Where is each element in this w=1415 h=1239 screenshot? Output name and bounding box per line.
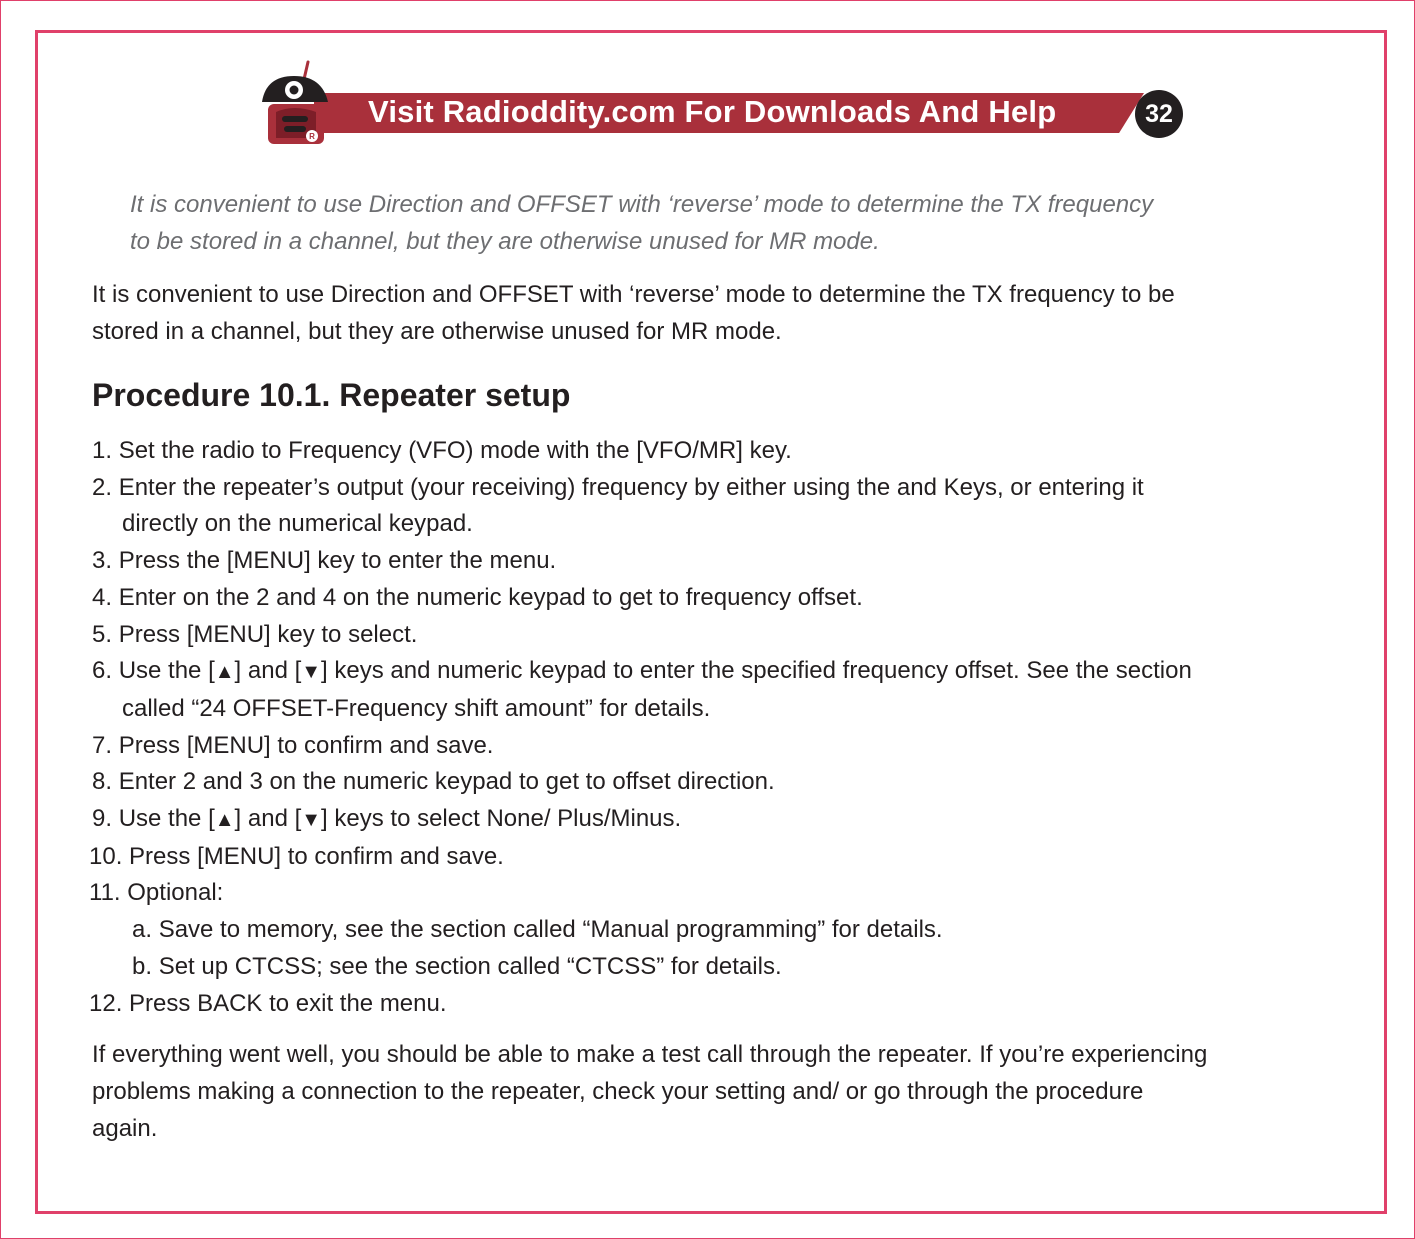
step-text: Set up CTCSS; see the section called “CTCSS” for details. xyxy=(158,952,782,980)
step-text: Press [MENU] to confirm and save. xyxy=(129,842,504,870)
substep-letter: b. xyxy=(132,952,153,980)
step-number: 9. xyxy=(92,805,113,833)
up-arrow-icon: ▲ xyxy=(214,661,235,684)
step-number: 10. xyxy=(89,842,123,870)
banner-text: Visit Radioddity.com For Downloads And Help xyxy=(368,94,1057,129)
list-item xyxy=(92,543,1352,580)
sub-list-item xyxy=(92,949,1352,986)
step-text: Enter 2 and 3 on the numeric keypad to get to offset direction. xyxy=(118,768,775,796)
list-item xyxy=(92,801,1352,839)
step-number: 4. xyxy=(92,583,113,611)
step-continuation: called “24 OFFSET-Frequency shift amount” for details. xyxy=(122,694,711,722)
step-text: Enter the repeater’s output (your receiving) frequency by either using the and Keys, or entering it xyxy=(118,473,1144,501)
step-text-post: ] keys to select None/ Plus/Minus. xyxy=(321,805,682,833)
step-continuation: directly on the numerical keypad. xyxy=(122,510,473,538)
italic-note xyxy=(130,186,1310,260)
step-number: 12. xyxy=(89,989,123,1017)
step-text: Set the radio to Frequency (VFO) mode with the [VFO/MR] key. xyxy=(118,437,792,464)
step-text: Press the [MENU] key to enter the menu. xyxy=(118,547,557,575)
step-text-pre: Use the [ xyxy=(118,657,215,685)
closing-line: If everything went well, you should be able to make a test call through the repeater. If you’re experiencing xyxy=(92,1041,1208,1068)
step-number: 1. xyxy=(92,437,113,464)
step-text: Press [MENU] to confirm and save. xyxy=(118,731,494,759)
list-item xyxy=(92,764,1352,801)
intro-line: It is convenient to use Direction and OFFSET with ‘reverse’ mode to determine the TX frequency to be xyxy=(92,281,1175,308)
page-header xyxy=(258,58,1188,150)
step-text: Enter on the 2 and 4 on the numeric keypad to get to frequency offset. xyxy=(118,583,863,611)
sub-list-item xyxy=(92,912,1352,949)
step-number: 2. xyxy=(92,473,113,501)
list-item xyxy=(92,728,1352,765)
radio-mascot-icon xyxy=(258,58,333,150)
note-line: It is convenient to use Direction and OFFSET with ‘reverse’ mode to determine the TX frequency xyxy=(130,191,1154,218)
closing-paragraph xyxy=(92,1036,1322,1147)
step-number: 11. xyxy=(89,879,121,907)
list-item xyxy=(92,433,1352,470)
list-item xyxy=(92,580,1352,617)
closing-line: again. xyxy=(92,1115,158,1142)
mascot-badge-letter: R xyxy=(309,132,315,141)
intro-line: stored in a channel, but they are otherwise unused for MR mode. xyxy=(92,318,782,345)
list-item xyxy=(89,986,1352,1023)
procedure-steps xyxy=(89,433,1352,1022)
substep-letter: a. xyxy=(132,916,153,944)
note-line: to be stored in a channel, but they are otherwise unused for MR mode. xyxy=(130,228,880,255)
list-item xyxy=(89,875,1352,912)
step-text-mid: ] and [ xyxy=(234,805,302,833)
page-number-badge: 32 xyxy=(1135,90,1183,138)
step-text-mid: ] and [ xyxy=(234,657,302,685)
up-arrow-icon: ▲ xyxy=(214,809,235,832)
step-number: 8. xyxy=(92,768,113,796)
step-text-pre: Use the [ xyxy=(118,805,215,833)
list-item xyxy=(92,470,1352,543)
step-text: Press BACK to exit the menu. xyxy=(129,989,447,1017)
step-number: 5. xyxy=(92,620,113,648)
intro-paragraph xyxy=(92,276,1322,350)
closing-line: problems making a connection to the repeater, check your setting and/ or go through the procedure xyxy=(92,1078,1144,1105)
down-arrow-icon: ▼ xyxy=(301,809,322,832)
procedure-title: Procedure 10.1. Repeater setup xyxy=(92,377,571,413)
list-item xyxy=(89,839,1352,876)
step-text-post: ] keys and numeric keypad to enter the specified frequency offset. See the section xyxy=(321,657,1192,685)
list-item xyxy=(92,653,1352,727)
step-number: 6. xyxy=(92,657,113,685)
step-text: Press [MENU] key to select. xyxy=(118,620,418,648)
list-item xyxy=(92,617,1352,654)
step-text: Optional: xyxy=(127,879,224,907)
step-number: 7. xyxy=(92,731,113,759)
step-number: 3. xyxy=(92,547,113,575)
step-text: Save to memory, see the section called “Manual programming” for details. xyxy=(158,916,943,944)
down-arrow-icon: ▼ xyxy=(301,661,322,684)
